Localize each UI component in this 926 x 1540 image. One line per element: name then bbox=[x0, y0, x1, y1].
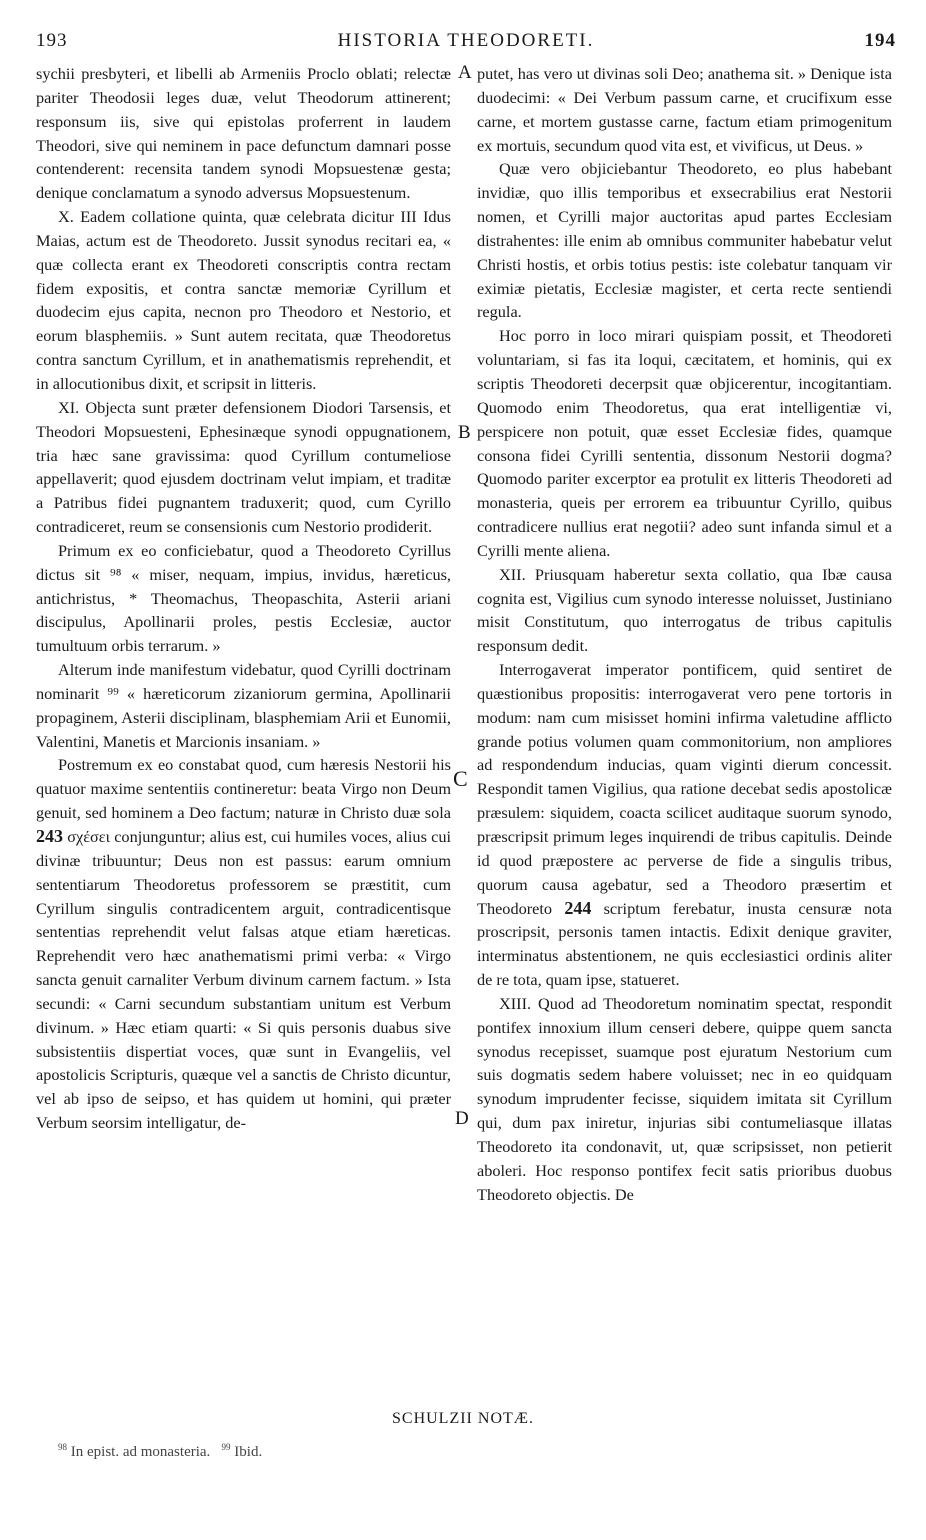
paragraph-text: Postremum ex eo constabat quod, cum hæresis Nestorii his quatuor maxime sententiis contineretur: beata Virgo non Deum genuit, sed hominem a Deo factum; naturæ in Christo duæ sola bbox=[36, 755, 451, 823]
paragraph: XI. Objecta sunt præter defensionem Diodori Tarsensis, et Theodori Mopsuesteni, Ephesinæque synodi oppugnationem, tria hæc sane gravissima: quod Cyrillum contumeliose appellaverit; quod ejusdem doctrinam velut impiam, et traditæ a Patribus fidei pugnantem traduxerit; quod, cum Cyrillo contradiceret, reum se consensionis cum Nestorio prodiderit. bbox=[36, 397, 451, 537]
paragraph bbox=[477, 658, 892, 992]
right-column bbox=[477, 62, 892, 1397]
margin-mark-a: A bbox=[458, 62, 472, 83]
column-number-marker: 243 bbox=[36, 826, 63, 846]
paragraph: putet, has vero ut divinas soli Deo; anathema sit. » Denique ista duodecimi: « Dei Verbum passum carne, et crucifixum esse carne, et mortem gustasse carne, factum etiam primogenitum ex mortuis, secundum quod vita est, et vivificus, ut Deus. » bbox=[477, 64, 892, 155]
paragraph: XIII. Quod ad Theodoretum nominatim spectat, respondit pontifex innoxium illum censeri debere, quippe quem sancta synodus recepisset, suamque post ejuratum Nestorium cum suis dogmatis sedem habere voluisset; nec in eo quidquam synodum imprudenter fecisse, siquidem imitata sit Cyrillum qui, dum pax iniretur, injurias sibi contumeliasque illatas Theodoreto ita condonavit, ut, quæ scripsisset, non petierit aboleri. Hoc responso pontifex fecit satis prioribus duobus Theodoreto objectis. De bbox=[477, 993, 892, 1204]
paragraph: Primum ex eo conficiebatur, quod a Theodoreto Cyrillus dictus sit ⁹⁸ « miser, nequam, impius, invidus, hæreticus, antichristus, * Theomachus, Theopaschita, Asterii ariani discipulus, Apollinarii proles, pestis Ecclesiæ, auctor tumultuum orbis terrarum. » bbox=[36, 540, 451, 656]
margin-mark-b: B bbox=[458, 422, 471, 443]
footnote-mark: 98 bbox=[58, 1442, 67, 1452]
paragraph: Quæ vero objiciebantur Theodoreto, eo plus habebant invidiæ, quo illis temporibus et exsecrabilius erat Nestorii nomen, et Cyrilli major auctoritas apud partes Ecclesiam distrahentes: ille enim ab omnibus communiter habebatur velut Christi hostis, et orbis totius pestis: iste colebatur tanquam vir eximiæ pietatis, Ecclesiæ magister, et certa recte sentiendi regula. bbox=[477, 159, 892, 322]
paragraph: X. Eadem collatione quinta, quæ celebrata dicitur III Idus Maias, actum est de Theodoreto. Jussit synodus recitari ea, « quæ collecta erant ex Theodoreti conscriptis contra rectam fidem expositis, et contra sanctæ memoriæ Cyrillum et duodecim ejus capita, necnon pro Theodoro et Nestorio, et eorum blasphemiis. » Sunt autem recitata, quæ Theodoretus contra sanctum Cyrillum, et in anathematismis reprehendit, et in allocutionibus dixit, et scripsit in litteris. bbox=[36, 207, 451, 393]
column-number-marker: 244 bbox=[564, 897, 592, 918]
paragraph-text: σχέσει conjunguntur; alius est, cui humiles voces, alius cui divinæ tribuuntur; Deus non est passus: earum omnium sententiarum Theodoretus professorem se præstitit, cum Cyrillum singulis contradicentem arguit, contradicentisque sententias reprehendit velut falsas atque etiam hæreticas. Reprehendit vero hæc anathematismi primi verba: « Virgo sancta genuit carnaliter Verbum divinum carnem factum. » Ista secundi: « Carni secundum substantiam unitum est Verbum divinum. » Hæc etiam quarti: « Si quis personis duabus sive subsistentiis dispertiat voces, quæ sunt in Evangeliis, vel apostolicis Scripturis, quæque vel a sanctis de Christo dicuntur, vel ab ipso de seipso, et has quidem ut homini, qui præter Verbum seorsim intelligatur, de- bbox=[36, 827, 451, 1133]
footnote: Ibid. bbox=[234, 1444, 263, 1460]
paragraph bbox=[36, 753, 451, 1135]
paragraph: Hoc porro in loco mirari quispiam possit, et Theodoreti voluntariam, si fas ita loqui, cæcitatem, et hominis, qui ex scriptis Theodoreti decerpsit quæ objicerentur, incogitantiam. Quomodo enim Theodoretus, qua erat intelligentiæ vi, perspicere non potuit, quæ esset Ecclesiæ fides, quamque consona fidei Cyrilli sententia, dissonum Nestorii dogma? Quomodo pariter excerptor ea protulit ex litteris Theodoreti ad monasteria, queis per errorem ea tribuuntur Cyrillo, quibus contradicere nullius erat negotii? adeo sunt infanda simul et a Cyrilli mente aliena. bbox=[477, 326, 892, 560]
paragraph-text: scriptum ferebatur, inusta censuræ nota proscripsit, personis tamen intactis. Edixit denique graviter, interminatus abstentionem, ne quis ecclesiastici ordinis aliter de re tota, quam ipse, statueret. bbox=[477, 898, 892, 990]
page-number-left: 193 bbox=[36, 30, 68, 51]
paragraph: Alterum inde manifestum videbatur, quod Cyrilli doctrinam nominarit ⁹⁹ « hæreticorum zizaniorum germina, Apollinarii propaginem, Asterii disciplinam, blasphemiam Arii et Eunomii, Valentini, Manetis et Marcionis insaniam. » bbox=[36, 660, 451, 751]
paragraph: sychii presbyteri, et libelli ab Armeniis Proclo oblati; relectæ pariter Theodosii leges duæ, velut Theodorum attinerent; responsum iis, sive qui epistolas proferrent in laudem Theodori, sive qui neminem in pace defunctum damnari posse contenderent: recensita tandem synodi Mopsuestenæ gesta; denique conclamatum a synodo adversus Mopsuestenum. bbox=[36, 64, 451, 203]
page-header bbox=[36, 30, 896, 60]
footnote: In epist. ad monasteria. bbox=[70, 1444, 211, 1460]
margin-mark-d: D bbox=[455, 1108, 469, 1129]
left-column bbox=[36, 62, 451, 1397]
running-title: HISTORIA THEODORETI. bbox=[337, 30, 595, 51]
page-number-right: 194 bbox=[864, 30, 896, 51]
paragraph: XII. Priusquam haberetur sexta collatio, qua Ibæ causa cognita est, Vigilius cum synodo interesse noluisset, Justiniano misit Constitutum, quo interrogatus de tribus capitulis responsum dedit. bbox=[477, 564, 892, 656]
notes-title: SCHULZII NOTÆ. bbox=[392, 1410, 534, 1427]
margin-mark-c: C bbox=[453, 766, 468, 791]
footnote-mark: 99 bbox=[221, 1442, 231, 1452]
footnotes bbox=[58, 1442, 262, 1461]
paragraph-text: Interrogaverat imperator pontificem, quid sentiret de quæstionibus propositis: interrogaverat vero pene tortoris in modum: nam cum misisset homini infirma valetudine afflicto grande potius volumen quam commonitorium, non ampliores ad respondendum inducias, quam viginti dierum concessit. Respondit tamen Vigilius, qua ratione decebat sedis apostolicæ præsulem: siquidem, coacta scilicet auditaque suorum synodo, præscripsit primum leges inquirendi de tribus capitulis. Deinde id quod præpostere ac perverse de fide a singulis tribus, quorum causa agebatur, sed a Theodoro præsertim et Theodoreto bbox=[477, 660, 892, 918]
